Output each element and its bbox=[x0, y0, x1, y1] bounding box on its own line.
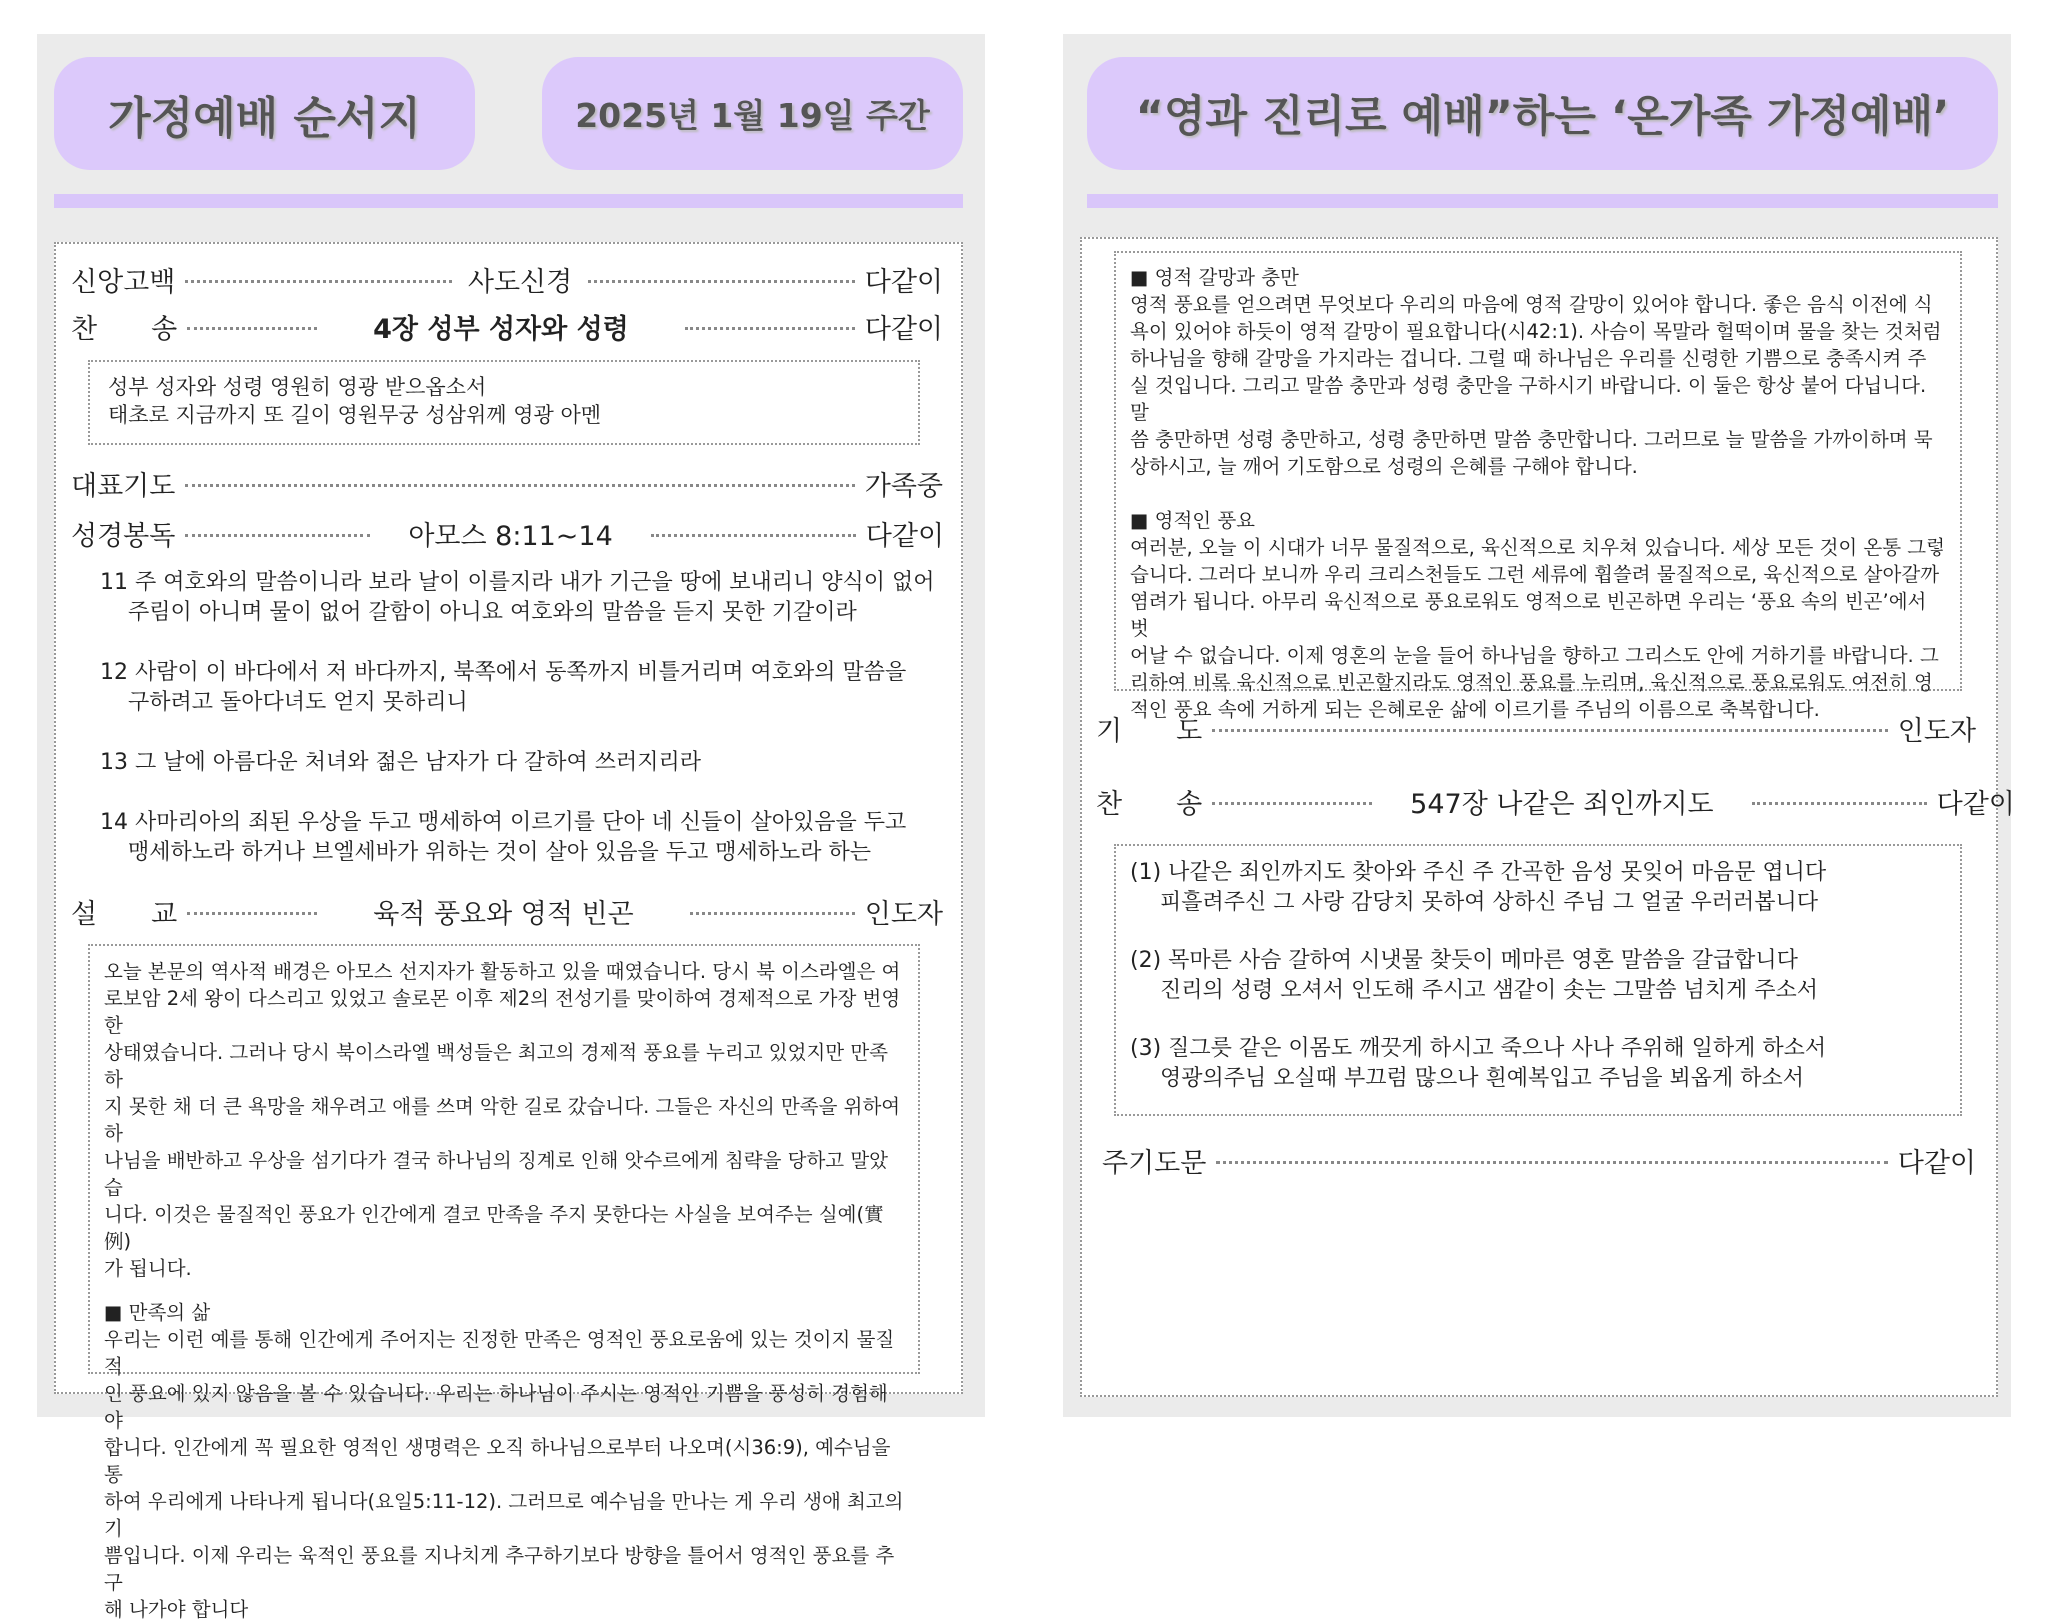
left-title-pill bbox=[54, 57, 475, 170]
date-pill bbox=[542, 57, 963, 170]
verse-11: 11 주 여호와의 말씀이니라 보라 날이 이를지라 내가 기근을 땅에 보내리니 양식이 없어 주림이 아니며 물이 없어 갈함이 아니요 여호와의 말씀을 듣지 못한 기갈이라 bbox=[100, 570, 935, 625]
row-closing-prayer: 기 도 인도자 bbox=[1096, 716, 1976, 747]
right-title: “영과 진리로 예배”하는 ‘온가족 가정예배’ bbox=[1135, 92, 1950, 142]
verse-13: 13 그 날에 아름다운 처녀와 젊은 남자가 다 갈하여 쓰러지리라 bbox=[100, 750, 701, 775]
row-prayer: 대표기도 가족중 bbox=[71, 471, 943, 502]
closing-hymn-lyrics-box bbox=[1114, 844, 1962, 1116]
row-creed: 신앙고백 사도신경 다같이 bbox=[71, 267, 943, 298]
row-hymn: 찬 송 4장 성부 성자와 성령 다같이 bbox=[71, 314, 943, 345]
row-sermon: 설 교 육적 풍요와 영적 빈곤 인도자 bbox=[71, 899, 943, 930]
hymn-verse-1: (1) 나같은 죄인까지도 찾아와 주신 주 간곡한 음성 못잊어 마음문 엽니다 피흘려주신 그 사랑 감당치 못하여 상하신 주님 그 얼굴 우러러봅니다 bbox=[1130, 860, 1827, 915]
section-heading-longing: ■ 영적 갈망과 충만 bbox=[1130, 266, 1299, 289]
meditation-box: ■ 영적 갈망과 충만 영적 풍요를 얻으려면 무엇보다 우리의 마음에 영적 갈망이 있어야 합니다. 좋은 음식 이전에 식 욕이 있어야 하듯이 영적 갈망이 필요합니다(시42:1). 사슴이 목말라 헐떡이며 물을 찾는 것처럼 하나님을 향해 갈망을 가지라는 겁니다. 그럴 때 하나님은 우리를 신령한 기쁨으로 충족시켜 주 실 것입니다. 그리고 말씀 충만과 성령 충만을 구하시기 바랍니다. 이 둘은 항상 붙어 다닙니다. 말 씀 충만하면 성령 충만하고, 성령 충만하면 말씀 충만합니다. 그러므로 늘 말씀을 가까이하며 묵 상하시고, 늘 깨어 기도함으로 성령의 은혜를 구해야 합니다. ■ 영적인 풍요 여러분, 오늘 이 시대가 너무 물질적으로, 육신적으로 치우쳐 있습니다. 세상 모든 것이 온통 그렇 습니다. 그러다 보니까 우리 크리스천들도 그런 세류에 휩쓸려 물질적으로, 육신적으로 살아갈까 염려가 됩니다. 아무리 육신적으로 풍요로워도 영적으로 빈곤하면 우리는 ‘풍요 속의 빈곤’에서 벗 어날 수 없습니다. 이제 영혼의 눈을 들어 하나님을 향하고 그리스도 안에 거하기를 바랍니다. 그 리하여 비록 육신적으로 빈곤할지라도 영적인 풍요를 누리며, 육신적으로 풍요로워도 여전히 영 적인 풍요 속에 거하게 되는 은혜로운 삶에 이르기를 주님의 이름으로 축복합니다. bbox=[1114, 251, 1962, 691]
hymn-lyric-line-1: 성부 성자와 성령 영원히 영광 받으옵소서 bbox=[108, 375, 487, 399]
hymn-lyric-line-2: 태초로 지금까지 또 길이 영원무궁 성삼위께 영광 아멘 bbox=[108, 403, 602, 427]
row-closing-hymn: 찬 송 547장 나같은 죄인까지도 다같이 bbox=[1096, 789, 2015, 820]
right-title-pill bbox=[1087, 57, 1998, 170]
sermon-box: 오늘 본문의 역사적 배경은 아모스 선지자가 활동하고 있을 때였습니다. 당시 북 이스라엘은 여 로보암 2세 왕이 다스리고 있었고 솔로몬 이후 제2의 전성기를 맞이하여 경제적으로 가장 번영한 상태였습니다. 그러나 당시 북이스라엘 백성들은 최고의 경제적 풍요를 누리고 있었지만 만족하 지 못한 채 더 큰 욕망을 채우려고 애를 쓰며 악한 길로 갔습니다. 그들은 자신의 만족을 위하여 하 나님을 배반하고 우상을 섬기다가 결국 하나님의 징계로 인해 앗수르에게 침략을 당하고 말았습 니다. 이것은 물질적인 풍요가 인간에게 결코 만족을 주지 못한다는 사실을 보여주는 실예(實例) 가 됩니다. ■ 만족의 삶 우리는 이런 예를 통해 인간에게 주어지는 진정한 만족은 영적인 풍요로움에 있는 것이지 물질적 인 풍요에 있지 않음을 볼 수 있습니다. 우리는 하나님이 주시는 영적인 기쁨을 풍성히 경험해야 합니다. 인간에게 꼭 필요한 영적인 생명력은 오직 하나님으로부터 나오며(시36:9), 예수님을 통 하여 우리에게 나타나게 됩니다(요일5:11-12). 그러므로 예수님을 만나는 게 우리 생애 최고의 기 쁨입니다. 이제 우리는 육적인 풍요를 지나치게 추구하기보다 방향을 틀어서 영적인 풍요를 추구 해 나가야 합니다 bbox=[88, 944, 920, 1374]
section-heading-abundance: ■ 영적인 풍요 bbox=[1130, 509, 1256, 532]
left-title: 가정예배 순서지 bbox=[108, 92, 421, 144]
hymn-verse-2: (2) 목마른 사슴 갈하여 시냇물 찾듯이 메마른 영혼 말씀을 갈급합니다 진리의 성령 오셔서 인도해 주시고 샘같이 솟는 그말씀 넘치게 주소서 bbox=[1130, 948, 1818, 1003]
row-reading: 성경봉독 아모스 8:11~14 다같이 bbox=[71, 521, 945, 552]
right-content-panel bbox=[1080, 237, 2015, 1397]
section-heading-satisfaction: ■ 만족의 삶 bbox=[104, 1301, 211, 1324]
left-page bbox=[37, 34, 985, 1621]
verse-12: 12 사람이 이 바다에서 저 바다까지, 북쪽에서 동쪽까지 비틀거리며 여호와의 말씀을 구하려고 돌아다녀도 얻지 못하리니 bbox=[100, 660, 907, 715]
left-divider-bar bbox=[54, 194, 963, 208]
row-lords-prayer: 주기도문 다같이 bbox=[1102, 1148, 1976, 1179]
verse-14: 14 사마리아의 죄된 우상을 두고 맹세하여 이르기를 단아 네 신들이 살아있음을 두고 맹세하노라 하거나 브엘세바가 위하는 것이 살아 있음을 두고 맹세하노라 하는 bbox=[100, 810, 907, 865]
left-content-panel bbox=[54, 242, 963, 1621]
hymn-lyrics-box bbox=[88, 360, 920, 445]
right-page bbox=[1063, 34, 2015, 1417]
right-divider-bar bbox=[1087, 194, 1998, 208]
date-label: 2025년 1월 19일 주간 bbox=[575, 96, 930, 135]
scripture-verses bbox=[100, 568, 940, 868]
hymn-verse-3: (3) 질그릇 같은 이몸도 깨끗게 하시고 죽으나 사나 주위해 일하게 하소서 영광의주님 오실때 부끄럼 많으나 흰예복입고 주님을 뵈옵게 하소서 bbox=[1130, 1036, 1827, 1091]
